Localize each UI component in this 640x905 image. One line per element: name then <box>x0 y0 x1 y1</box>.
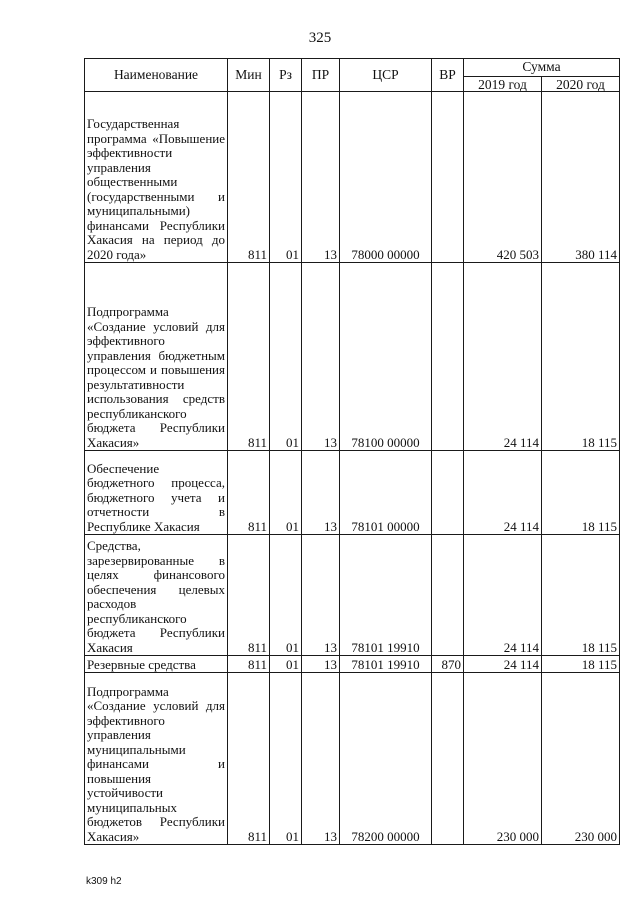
row-vr <box>432 673 464 845</box>
header-rz: Рз <box>270 59 302 92</box>
row-min: 811 <box>228 263 270 451</box>
row-csr: 78101 19910 <box>340 656 432 673</box>
header-2020: 2020 год <box>542 77 620 92</box>
row-name: Обеспечение бюджетного процесса, бюджетного учета и отчетности в Республике Хакасия <box>85 451 228 535</box>
header-vr: ВР <box>432 59 464 92</box>
header-name: Наименование <box>85 59 228 92</box>
row-rz: 01 <box>270 263 302 451</box>
row-rz: 01 <box>270 92 302 263</box>
row-min: 811 <box>228 451 270 535</box>
row-name: Подпрограмма «Создание условий для эффективного управления муниципальными финансами и повышения устойчивости муниципальных бюджетов Республики Хакасия» <box>85 673 228 845</box>
header-csr: ЦСР <box>340 59 432 92</box>
table-body <box>85 92 620 845</box>
table-row <box>85 92 620 263</box>
row-vr <box>432 451 464 535</box>
row-min: 811 <box>228 535 270 656</box>
header-min: Мин <box>228 59 270 92</box>
row-2019: 24 114 <box>464 451 542 535</box>
row-2020: 380 114 <box>542 92 620 263</box>
table-row <box>85 263 620 451</box>
row-name: Резервные средства <box>85 656 228 673</box>
row-pr: 13 <box>302 673 340 845</box>
table-row <box>85 535 620 656</box>
row-pr: 13 <box>302 451 340 535</box>
row-name: Подпрограмма «Создание условий для эффективного управления бюджетным процессом и повышения результативности использования средств республиканского бюджета Республики Хакасия» <box>85 263 228 451</box>
row-csr: 78101 19910 <box>340 535 432 656</box>
row-rz: 01 <box>270 535 302 656</box>
row-min: 811 <box>228 656 270 673</box>
row-2020: 18 115 <box>542 535 620 656</box>
row-rz: 01 <box>270 656 302 673</box>
row-pr: 13 <box>302 263 340 451</box>
page-number: 325 <box>308 30 332 46</box>
row-2019: 24 114 <box>464 656 542 673</box>
table-row <box>85 451 620 535</box>
row-vr <box>432 92 464 263</box>
row-min: 811 <box>228 673 270 845</box>
row-vr <box>432 535 464 656</box>
row-2019: 24 114 <box>464 535 542 656</box>
row-pr: 13 <box>302 92 340 263</box>
row-2020: 18 115 <box>542 263 620 451</box>
row-csr: 78101 00000 <box>340 451 432 535</box>
row-csr: 78100 00000 <box>340 263 432 451</box>
row-2019: 24 114 <box>464 263 542 451</box>
row-name: Средства, зарезервированные в целях финансового обеспечения целевых расходов республиканского бюджета Республики Хакасия <box>85 535 228 656</box>
header-pr: ПР <box>302 59 340 92</box>
budget-table <box>84 58 620 845</box>
row-csr: 78000 00000 <box>340 92 432 263</box>
table-row <box>85 656 620 673</box>
header-sum: Сумма <box>464 59 620 77</box>
row-rz: 01 <box>270 451 302 535</box>
row-vr: 870 <box>432 656 464 673</box>
footer-code: k309 h2 <box>86 876 122 887</box>
row-pr: 13 <box>302 656 340 673</box>
table-header <box>85 59 620 92</box>
row-csr: 78200 00000 <box>340 673 432 845</box>
row-2019: 420 503 <box>464 92 542 263</box>
row-vr <box>432 263 464 451</box>
header-2019: 2019 год <box>464 77 542 92</box>
row-rz: 01 <box>270 673 302 845</box>
row-name: Государственная программа «Повышение эффективности управления общественными (государственными и муниципальными) финансами Республики Хакасия на период до 2020 года» <box>85 92 228 263</box>
row-2019: 230 000 <box>464 673 542 845</box>
row-pr: 13 <box>302 535 340 656</box>
row-2020: 18 115 <box>542 451 620 535</box>
row-2020: 18 115 <box>542 656 620 673</box>
table-row <box>85 673 620 845</box>
row-min: 811 <box>228 92 270 263</box>
row-2020: 230 000 <box>542 673 620 845</box>
